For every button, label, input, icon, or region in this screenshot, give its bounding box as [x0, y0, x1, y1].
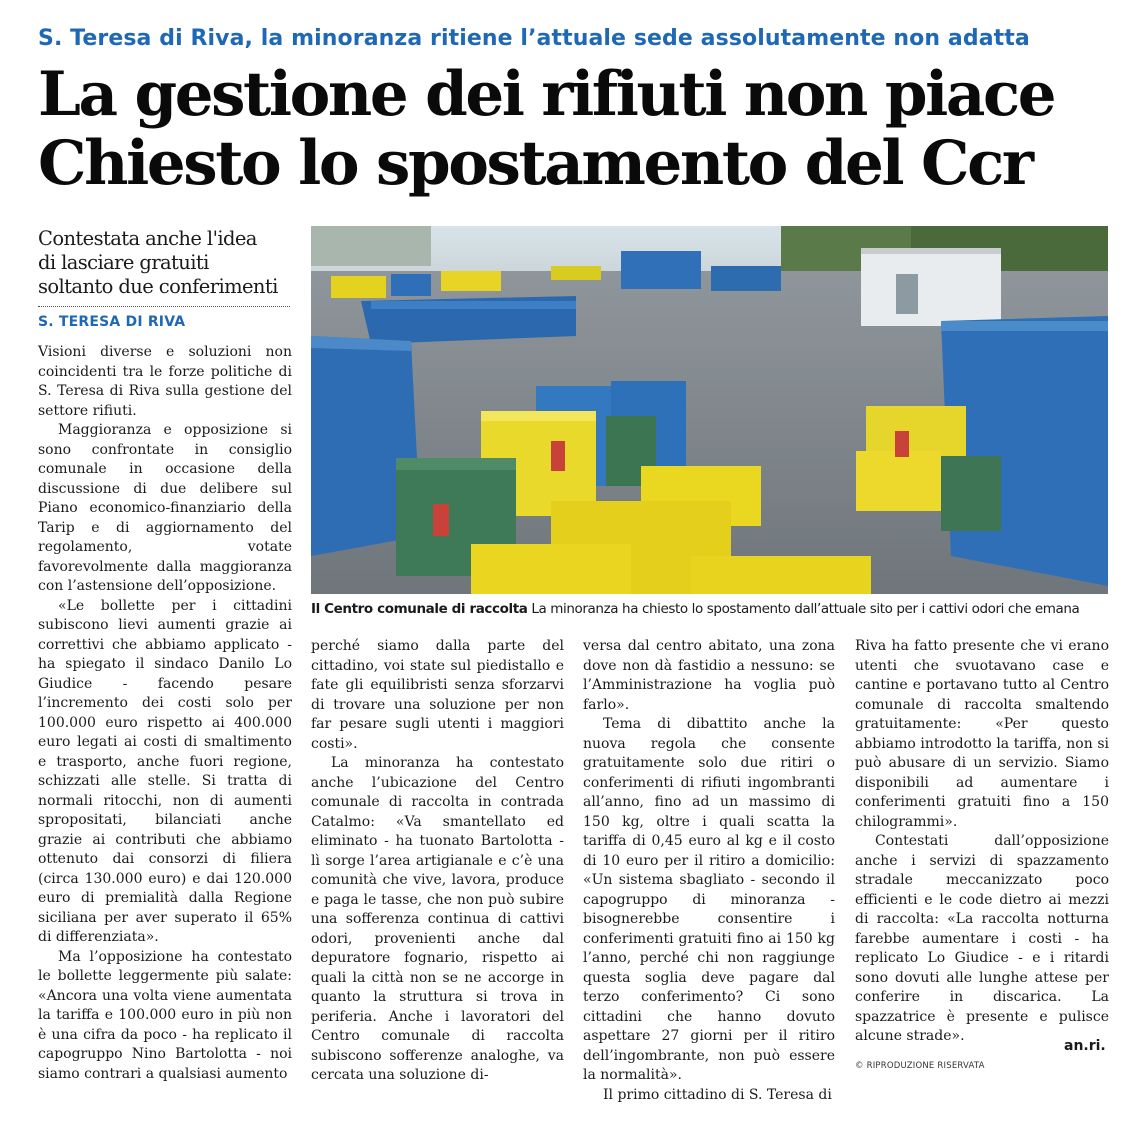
- headline-line-2: Chiesto lo spostamento del Ccr: [38, 128, 1032, 199]
- paragraph: Contestati dall’opposizione anche i servizi di spazzamento stradale meccanizzato poco efficienti e le code dietro ai mezzi di raccolta: «La raccolta notturna farebbe aumentare i costi - ha replicato Lo Giudice - e i ritardi sono dovuti alle lunghe attese per conferire in discarica. La spazzatrice è presente e pulisce alcune strade».: [855, 833, 1109, 1044]
- paragraph: Riva ha fatto presente che vi erano utenti che svuotavano case e cantine e portavano tutto al Centro comunale di raccolta smaltendo gratuitamente: «Per questo abbiamo introdotto la tariffa, non si può abusare di un servizio. Siamo disponibili ad aumentare i conferimenti gratuiti fino a 150 chilogrammi».: [855, 638, 1109, 830]
- paragraph: Visioni diverse e soluzioni non coincidenti tra le forze politiche di S. Teresa di Riva sulla gestione del settore rifiuti.: [38, 344, 292, 419]
- subhead: [38, 227, 296, 299]
- paragraph: Ma l’opposizione ha contestato le bollette leggermente più salate: «Ancora una volta viene aumentata la tariffa e 100.000 euro in più non è una cifra da poco - ha replicato il capogruppo Nino Bartolotta - noi siamo contrari a qualsiasi aumento: [38, 948, 292, 1082]
- paragraph: versa dal centro abitato, una zona dove non dà fastidio a nessuno: se l’Amministrazione ha voglia può farlo».: [583, 638, 835, 713]
- paragraph: Il primo cittadino di S. Teresa di: [603, 1086, 832, 1103]
- paragraph: perché siamo dalla parte del cittadino, voi state sul piedistallo e fate gli equilibristi senza sforzarvi di trovare una soluzione per non far pesare sugli utenti i maggiori costi».: [311, 638, 564, 752]
- caption-text: La minoranza ha chiesto lo spostamento dall’attuale sito per i cattivi odori che emana: [531, 601, 1080, 617]
- headline: [38, 60, 1108, 198]
- photo-collection-center: [311, 226, 1108, 594]
- kicker: S. Teresa di Riva, la minoranza ritiene l’attuale sede assolutamente non adatta: [38, 26, 1030, 51]
- article-column-2: [311, 637, 564, 1086]
- copyright-notice: © RIPRODUZIONE RISERVATA: [855, 1061, 985, 1071]
- paragraph: «Le bollette per i cittadini subiscono lievi aumenti grazie ai correttivi che abbiamo applicato - ha spiegato il sindaco Danilo Lo Giudice - facendo pesare l’incremento dei costi solo per 100.000 euro rispetto ai 400.000 euro legati ai costi di smaltimento e trasporto, anche fuori regione, schizzati alle stelle. Si tratta di normali ritocchi, non di aumenti spropositati, bilanciati anche grazie ai contributi che abbiamo ottenuto dai consorzi di filiera (circa 130.000 euro) e dai 120.000 euro di premialità dalla Regione siciliana per aver superato il 65% di differenziata».: [38, 597, 292, 945]
- author-signature: an.ri.: [1064, 1038, 1106, 1054]
- photo-caption: [311, 601, 1111, 617]
- photo: [311, 226, 1108, 594]
- paragraph: Tema di dibattito anche la nuova regola che consente gratuitamente solo due ritiri o conferimenti di rifiuti ingombranti all’anno, fino ad un massimo di 150 kg, oltre i quali scatta la tariffa di 0,45 euro al kg e il costo di 10 euro per il ritiro a domicilio: «Un sistema sbagliato - secondo il capogruppo di minoranza - bisognerebbe consentire i conferimenti gratuiti fino ai 150 kg l’anno, perché chi non raggiunge questa soglia deve pagare dal terzo conferimento? Ci sono cittadini che hanno dovuto aspettare 27 giorni per il ritiro dell’ingombrante, non può essere la normalità».: [583, 716, 835, 1083]
- subhead-line-2: di lasciare gratuiti: [38, 251, 209, 274]
- paragraph: La minoranza ha contestato anche l’ubicazione del Centro comunale di raccolta in contrada Catalmo: «Va smantellato ed eliminato - ha tuonato Bartolotta - lì sorge l’area artigianale e c’è una comunità che vive, lavora, produce e paga le tasse, che non può subire una sofferenza continua di cattivi odori, provenienti anche dal depuratore fognario, rispetto ai quali la città non se ne accorge in quanto la struttura si trova in periferia. Anche i lavoratori del Centro comunale di raccolta subiscono sofferenze analoghe, va cercata una soluzione di-: [311, 755, 564, 1083]
- article-column-1: [38, 343, 292, 1084]
- article-column-4: [855, 637, 1109, 1047]
- caption-lead: Il Centro comunale di raccolta: [311, 601, 528, 617]
- headline-line-1: La gestione dei rifiuti non piace: [38, 59, 1055, 130]
- subhead-line-3: soltanto due conferimenti: [38, 275, 278, 298]
- divider: [38, 306, 290, 307]
- subhead-line-1: Contestata anche l'idea: [38, 227, 257, 250]
- dateline: S. TERESA DI RIVA: [38, 314, 186, 330]
- paragraph: Maggioranza e opposizione si sono confrontate in consiglio comunale in occasione della discussione di due delibere sul Piano economico-finanziario della Tarip e di aggiornamento del regolamento, votate favorevolmente dalla maggioranza con l’astensione dell’opposizione.: [38, 422, 292, 594]
- article-column-3: [583, 637, 835, 1105]
